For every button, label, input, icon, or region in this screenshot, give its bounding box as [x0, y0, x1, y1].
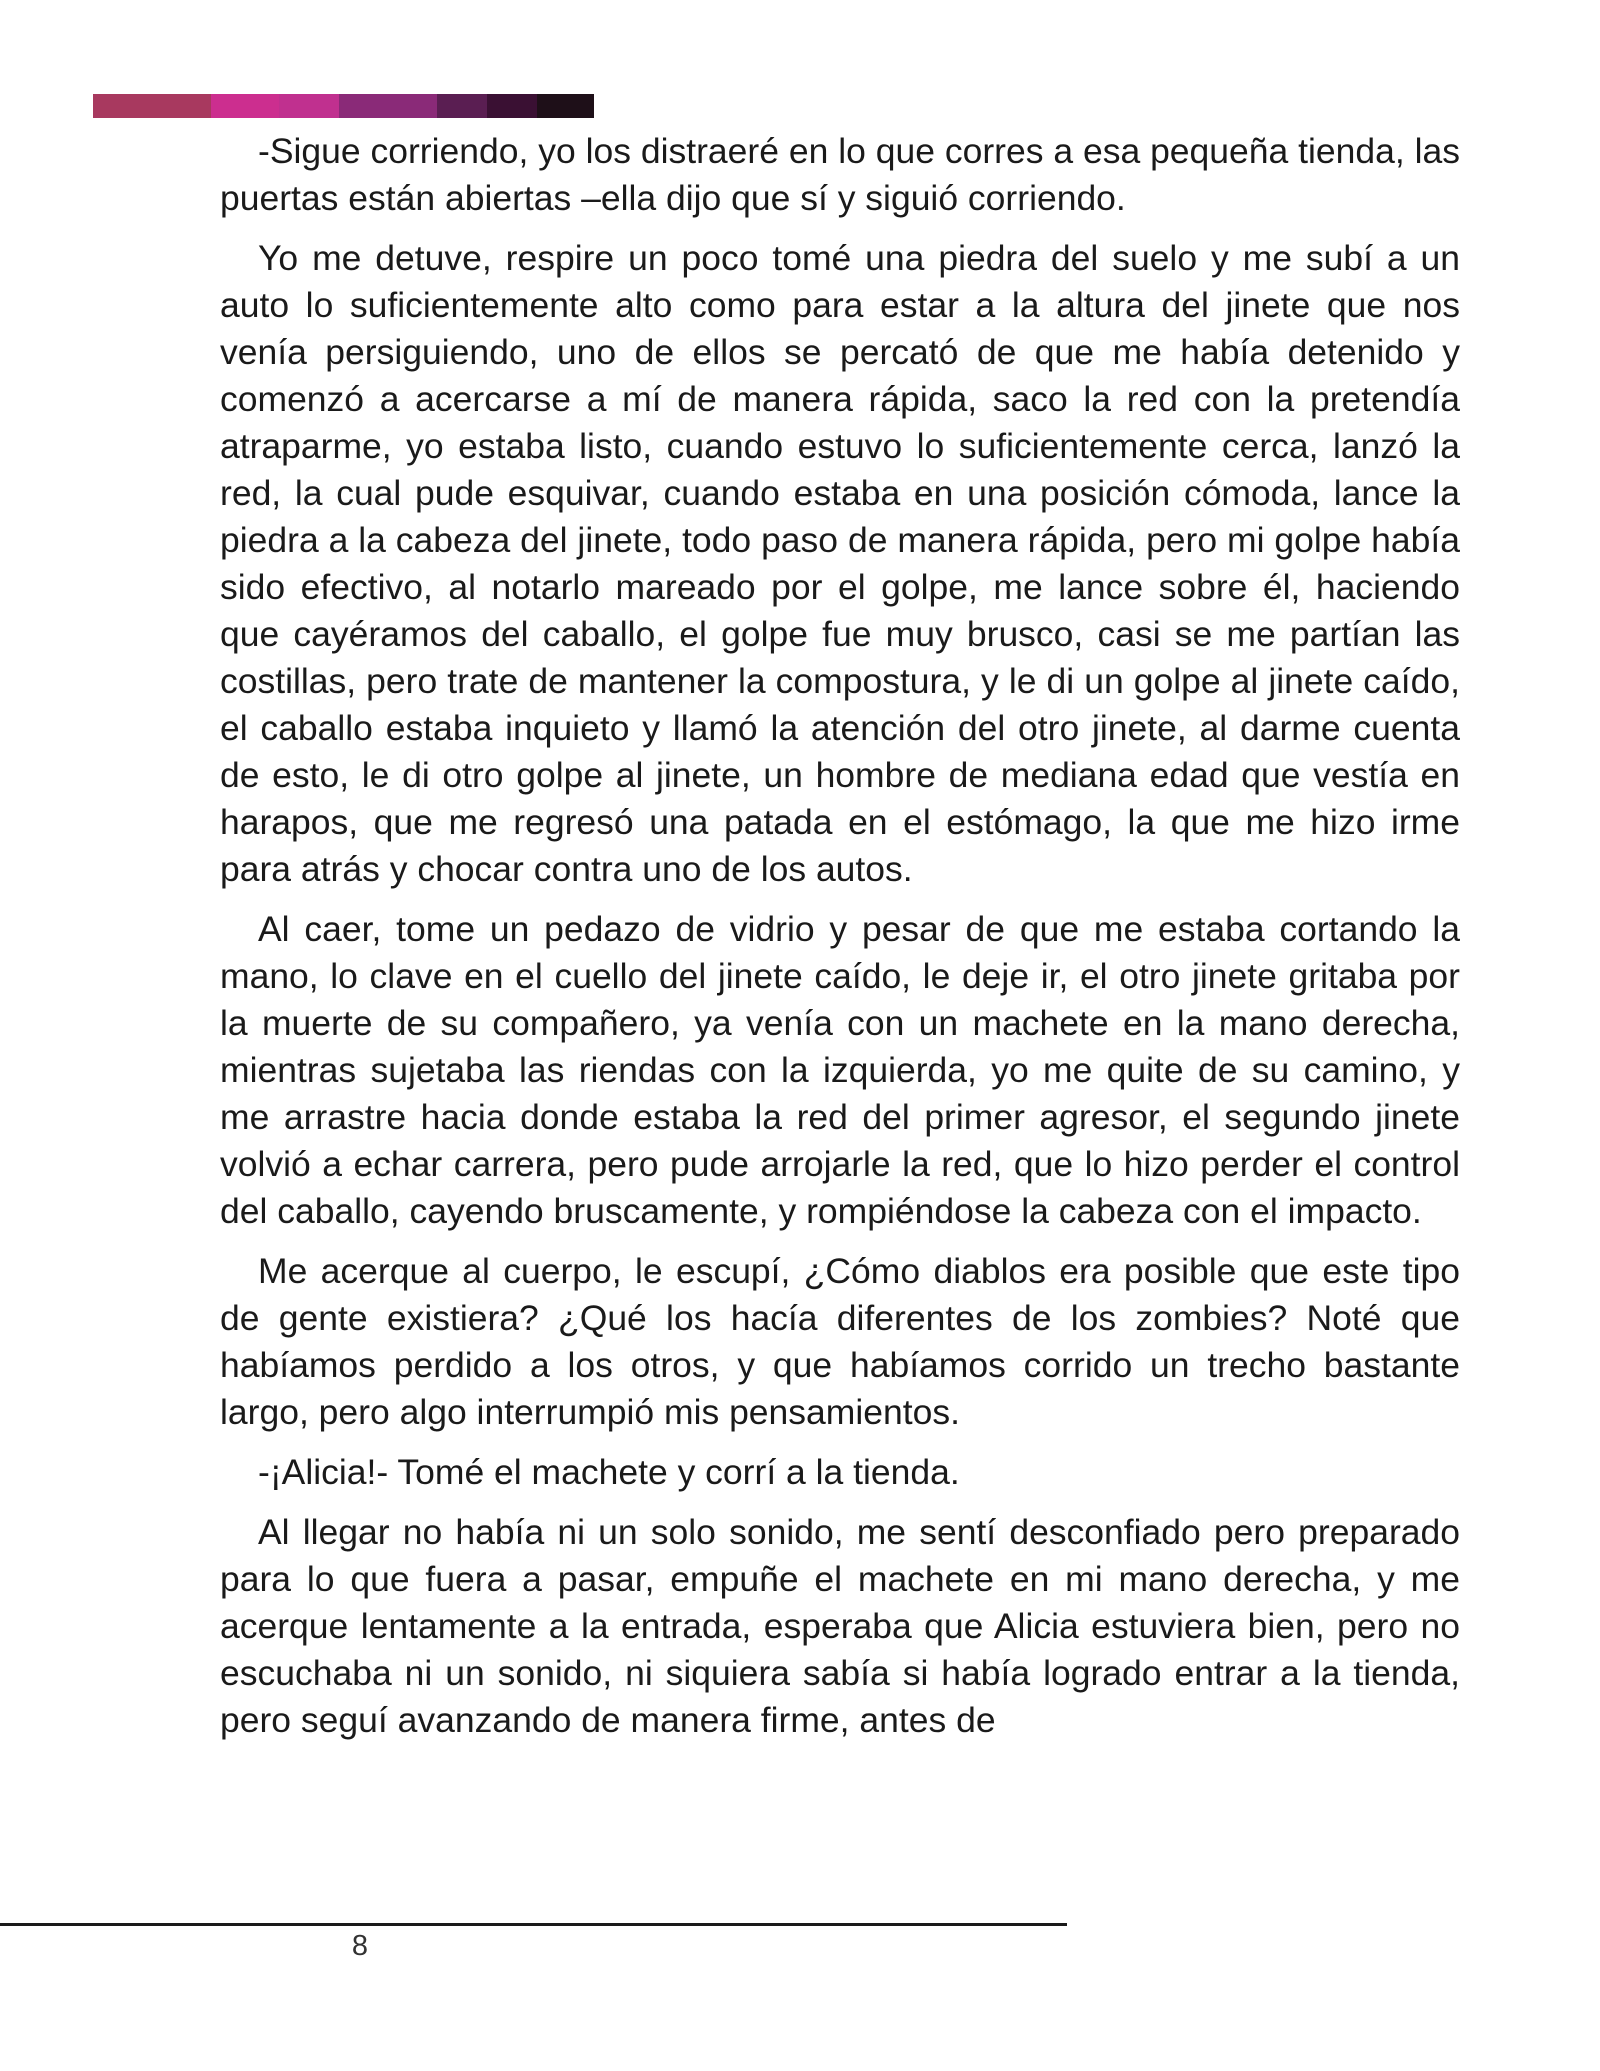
- page-number: 8: [351, 1930, 369, 1962]
- paragraph: -Sigue corriendo, yo los distraeré en lo que corres a esa pequeña tienda, las puertas están abiertas –ella dijo que sí y siguió corriendo.: [220, 131, 1460, 218]
- color-bar-segment: [211, 94, 279, 118]
- color-bar-segment: [537, 94, 594, 118]
- footer-rule: [0, 1923, 1067, 1926]
- paragraph: Al caer, tome un pedazo de vidrio y pesar de que me estaba cortando la mano, lo clave en el cuello del jinete caído, le deje ir, el otro jinete gritaba por la muerte de su compañero, ya venía con un machete en la mano derecha, mientras sujetaba las riendas con la izquierda, yo me quite de su camino, y me arrastre hacia donde estaba la red del primer agresor, el segundo jinete volvió a echar carrera, pero pude arrojarle la red, que lo hizo perder el control del caballo, cayendo bruscamente, y rompiéndose la cabeza con el impacto.: [220, 909, 1460, 1231]
- header-color-bar: [93, 94, 594, 118]
- color-bar-segment: [279, 94, 339, 118]
- body-text: [220, 128, 1460, 1757]
- paragraph: Al llegar no había ni un solo sonido, me sentí desconfiado pero preparado para lo que fuera a pasar, empuñe el machete en mi mano derecha, y me acerque lentamente a la entrada, esperaba que Alicia estuviera bien, pero no escuchaba ni un sonido, ni siquiera sabía si había logrado entrar a la tienda, pero seguí avanzando de manera firme, antes de: [220, 1512, 1460, 1740]
- paragraph: Yo me detuve, respire un poco tomé una piedra del suelo y me subí a un auto lo suficientemente alto como para estar a la altura del jinete que nos venía persiguiendo, uno de ellos se percató de que me había detenido y comenzó a acercarse a mí de manera rápida, saco la red con la pretendía atraparme, yo estaba listo, cuando estuvo lo suficientemente cerca, lanzó la red, la cual pude esquivar, cuando estaba en una posición cómoda, lance la piedra a la cabeza del jinete, todo paso de manera rápida, pero mi golpe había sido efectivo, al notarlo mareado por el golpe, me lance sobre él, haciendo que cayéramos del caballo, el golpe fue muy brusco, casi se me partían las costillas, pero trate de mantener la compostura, y le di un golpe al jinete caído, el caballo estaba inquieto y llamó la atención del otro jinete, al darme cuenta de esto, le di otro golpe al jinete, un hombre de mediana edad que vestía en harapos, que me regresó una patada en el estómago, la que me hizo irme para atrás y chocar contra uno de los autos.: [220, 238, 1460, 889]
- color-bar-segment: [93, 94, 211, 118]
- paragraph: -¡Alicia!- Tomé el machete y corrí a la tienda.: [258, 1452, 960, 1492]
- paragraph: Me acerque al cuerpo, le escupí, ¿Cómo diablos era posible que este tipo de gente existiera? ¿Qué los hacía diferentes de los zombies? Noté que habíamos perdido a los otros, y que habíamos corrido un trecho bastante largo, pero algo interrumpió mis pensamientos.: [220, 1251, 1460, 1432]
- color-bar-segment: [339, 94, 437, 118]
- color-bar-segment: [487, 94, 537, 118]
- color-bar-segment: [437, 94, 487, 118]
